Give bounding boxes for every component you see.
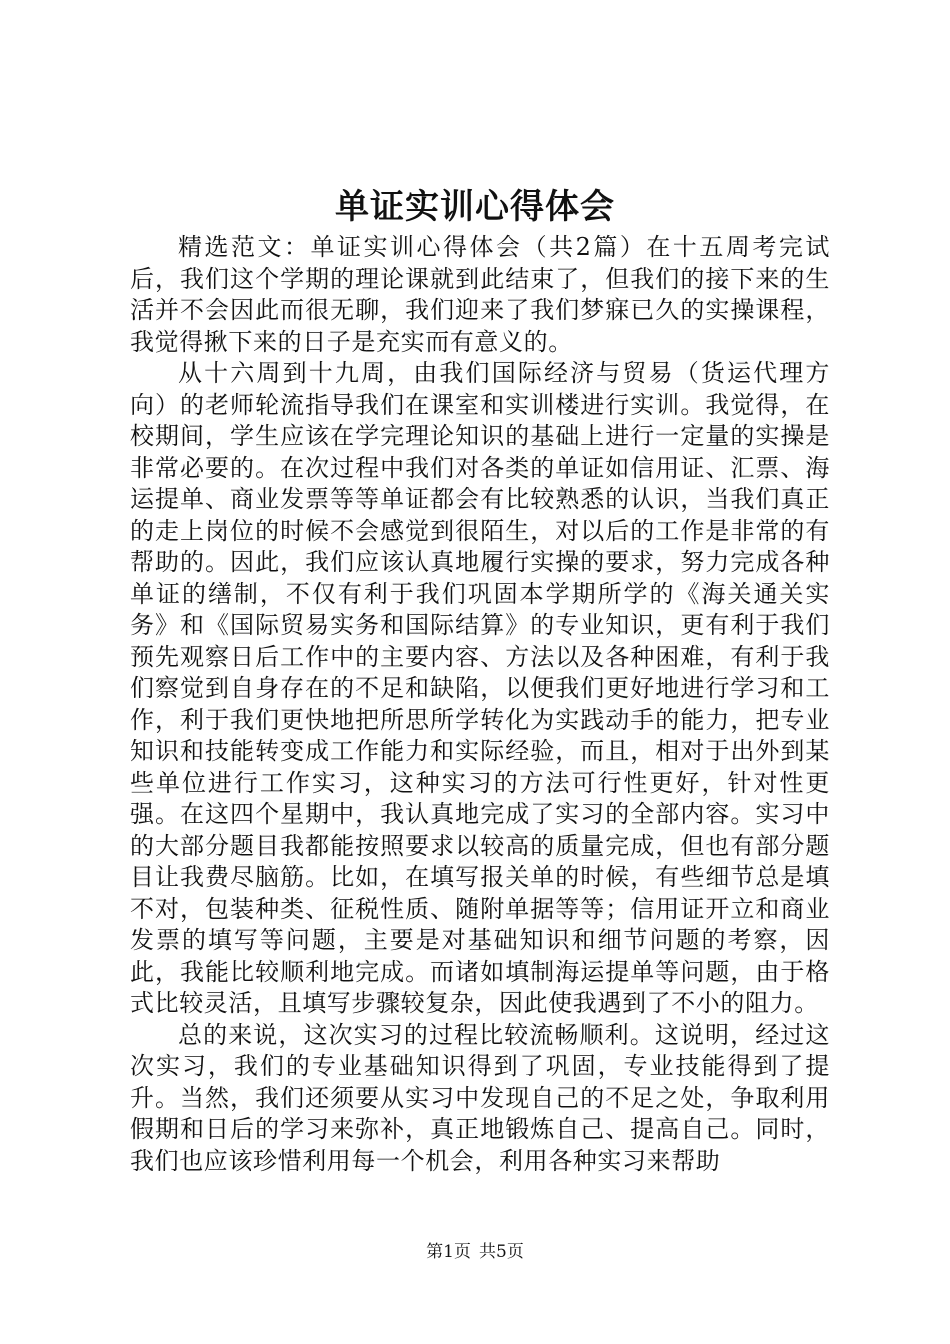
page-total: 共5页 xyxy=(479,1242,524,1262)
paragraph-intro: 精选范文：单证实训心得体会（共2篇）在十五周考完试后，我们这个学期的理论课就到此结束了，但我们的接下来的生活并不会因此而很无聊，我们迎来了我们梦寐已久的实操课程，我觉得揪下来的日子是充实而有意义的。 xyxy=(130,233,830,356)
paragraph-training-details: 从十六周到十九周，由我们国际经济与贸易（货运代理方向）的老师轮流指导我们在课室和实训楼进行实训。我觉得，在校期间，学生应该在学完理论知识的基础上进行一定量的实操是非常必要的。在次过程中我们对各类的单证如信用证、汇票、海运提单、商业发票等等单证都会有比较熟悉的认识，当我们真正的走上岗位的时候不会感觉到很陌生，对以后的工作是非常的有帮助的。因此，我们应该认真地履行实操的要求，努力完成各种单证的缮制，不仅有利于我们巩固本学期所学的《海关通关实务》和《国际贸易实务和国际结算》的专业知识，更有利于我们预先观察日后工作中的主要内容、方法以及各种困难，有利于我们察觉到自身存在的不足和缺陷，以便我们更好地进行学习和工作，利于我们更快地把所思所学转化为实践动手的能力，把专业知识和技能转变成工作能力和实际经验，而且，相对于出外到某些单位进行工作实习，这种实习的方法可行性更好，针对性更强。在这四个星期中，我认真地完成了实习的全部内容。实习中的大部分题目我都能按照要求以较高的质量完成，但也有部分题目让我费尽脑筋。比如，在填写报关单的时候，有些细节总是填不对，包装种类、征税性质、随附单据等等；信用证开立和商业发票的填写等问题，主要是对基础知识和细节问题的考察，因此，我能比较顺利地完成。而诸如填制海运提单等问题，由于格式比较灵活，且填写步骤较复杂，因此使我遇到了不小的阻力。 xyxy=(130,359,830,1017)
paragraph-summary: 总的来说，这次实习的过程比较流畅顺利。这说明，经过这次实习，我们的专业基础知识得到了巩固，专业技能得到了提升。当然，我们还须要从实习中发现自己的不足之处，争取利用假期和日后的学习来弥补，真正地锻炼自己、提高自己。同时，我们也应该珍惜利用每一个机会，利用各种实习来帮助 xyxy=(130,1020,830,1175)
page-number: 第1页 xyxy=(426,1242,471,1262)
document-title: 单证实训心得体会 xyxy=(335,187,615,227)
page-footer xyxy=(0,1240,950,1264)
document-body xyxy=(130,232,830,1177)
